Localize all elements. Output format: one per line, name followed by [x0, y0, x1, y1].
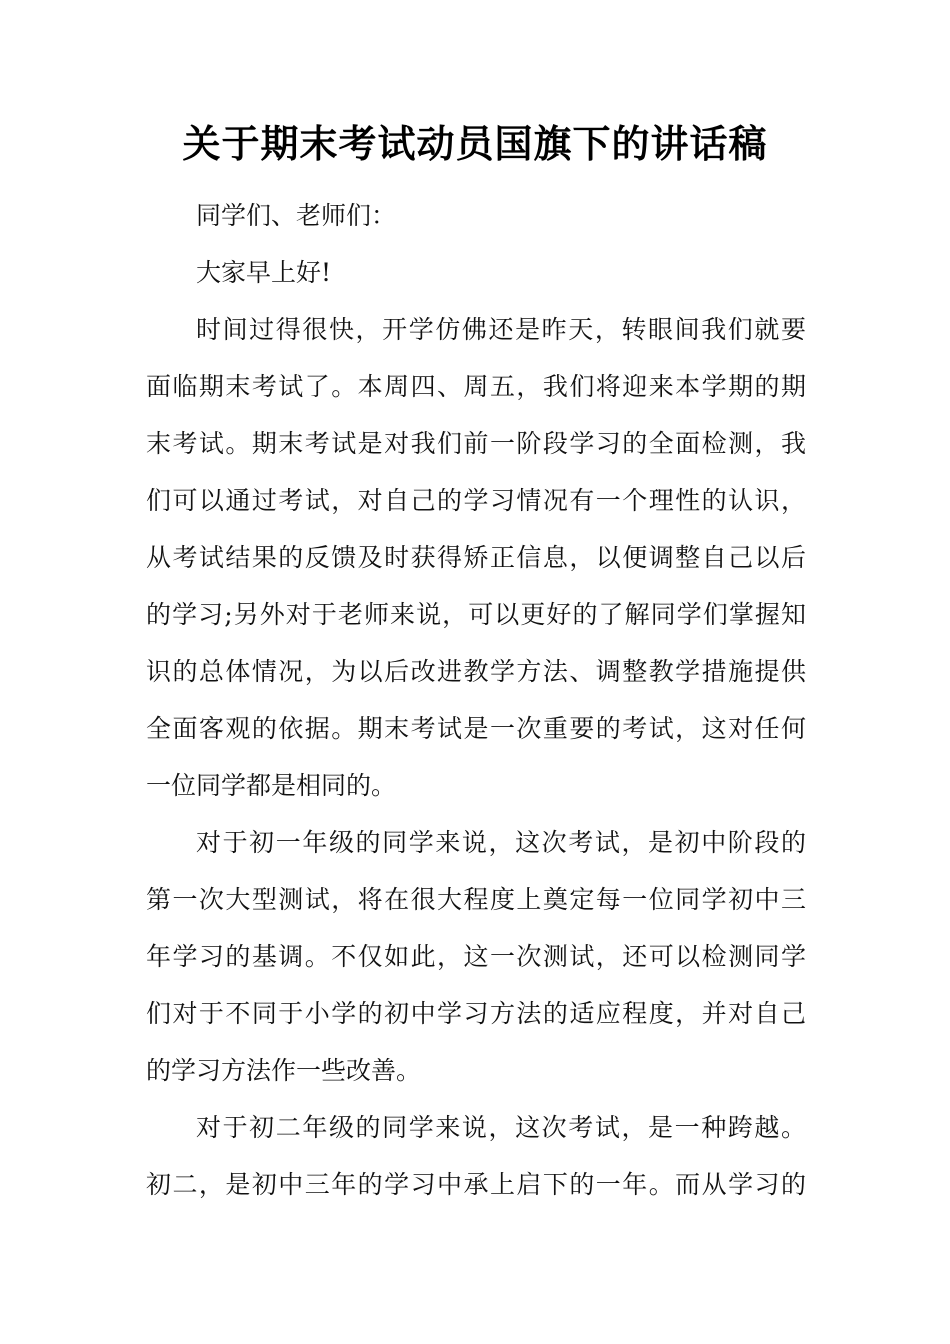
greeting-line: 大家早上好! [196, 258, 332, 287]
paragraph-1-line-1: 时间过得很快，开学仿佛还是昨天，转眼间我们就要 [196, 315, 806, 344]
paragraph-1-line-5: 从考试结果的反馈及时获得矫正信息，以便调整自己以后 [146, 543, 806, 572]
paragraph-2-line-3: 年学习的基调。不仅如此，这一次测试，还可以检测同学 [146, 942, 806, 971]
paragraph-1-line-6: 的学习;另外对于老师来说，可以更好的了解同学们掌握知 [146, 600, 806, 629]
paragraph-1-line-7: 识的总体情况，为以后改进教学方法、调整教学措施提供 [146, 657, 806, 686]
paragraph-1-line-4: 们可以通过考试，对自己的学习情况有一个理性的认识， [146, 486, 806, 515]
paragraph-3-line-1: 对于初二年级的同学来说，这次考试，是一种跨越。 [196, 1113, 806, 1142]
paragraph-1-line-9: 一位同学都是相同的。 [146, 771, 397, 800]
paragraph-2-line-2: 第一次大型测试，将在很大程度上奠定每一位同学初中三 [146, 885, 806, 914]
paragraph-1-line-3: 末考试。期末考试是对我们前一阶段学习的全面检测，我 [146, 429, 806, 458]
salutation-line: 同学们、老师们： [196, 201, 397, 230]
document-title: 关于期末考试动员国旗下的讲话稿 [182, 122, 768, 166]
paragraph-3-line-2: 初二，是初中三年的学习中承上启下的一年。而从学习的 [146, 1170, 806, 1199]
paragraph-2-line-5: 的学习方法作一些改善。 [146, 1056, 422, 1085]
paragraph-1-line-8: 全面客观的依据。期末考试是一次重要的考试，这对任何 [146, 714, 806, 743]
paragraph-2-line-1: 对于初一年级的同学来说，这次考试，是初中阶段的 [196, 828, 806, 857]
paragraph-1-line-2: 面临期末考试了。本周四、周五，我们将迎来本学期的期 [146, 372, 806, 401]
paragraph-2-line-4: 们对于不同于小学的初中学习方法的适应程度，并对自己 [146, 999, 806, 1028]
